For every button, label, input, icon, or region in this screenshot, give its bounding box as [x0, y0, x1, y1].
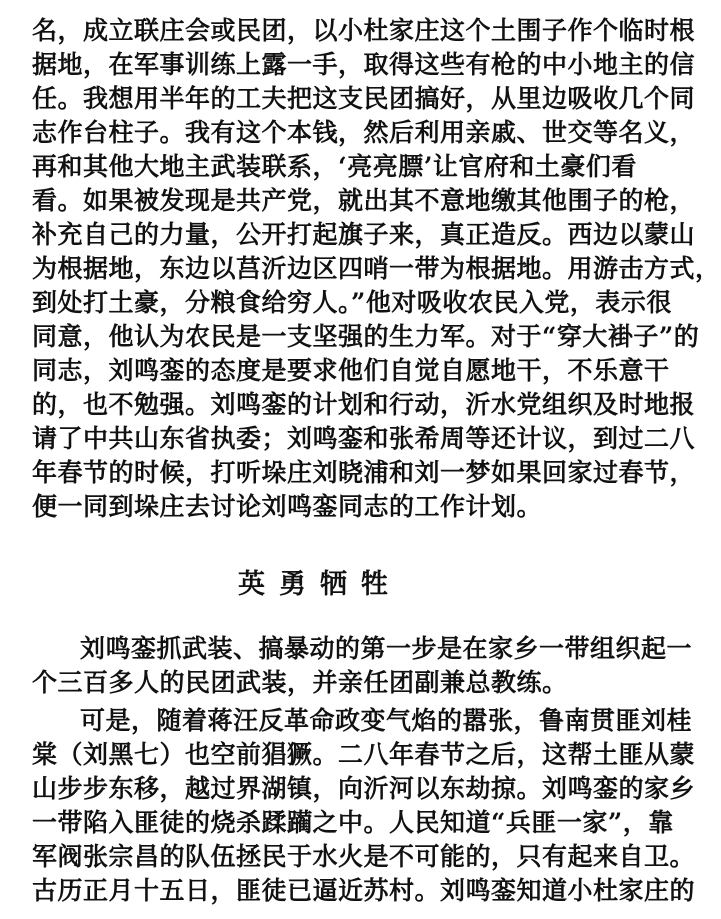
section-title: 英勇牺牲 — [238, 569, 402, 600]
text-line: 任。我想用半年的工夫把这支民团搞好，从里边吸收几个同 — [32, 84, 696, 113]
text-line: 同意，他认为农民是一支坚强的生力军。对于“穿大褂子”的 — [32, 322, 700, 351]
text-line: 请了中共山东省执委；刘鸣銮和张希周等还计议，到过二八 — [32, 424, 696, 453]
text-line: 据地，在军事训练上露一手，取得这些有枪的中小地主的信 — [32, 50, 696, 79]
text-line: 刘鸣銮抓武装、搞暴动的第一步是在家乡一带组织起一 — [80, 634, 693, 663]
text-line: 年春节的时候，打听垛庄刘晓浦和刘一梦如果回家过春节， — [32, 458, 696, 487]
text-line: 可是，随着蒋汪反革命政变气焰的嚣张，鲁南贯匪刘桂 — [80, 706, 693, 735]
text-line: 到处打土豪，分粮食给穷人。”他对吸收农民入党，表示很 — [32, 288, 672, 317]
text-line: 一带陷入匪徒的烧杀蹂躏之中。人民知道“兵匪一家”，靠 — [32, 808, 674, 837]
text-line: 个三百多人的民团武装，并亲任团副兼总教练。 — [32, 668, 568, 697]
text-line: 同志，刘鸣銮的态度是要求他们自觉自愿地干，不乐意干 — [32, 356, 670, 385]
text-line: 便一同到垛庄去讨论刘鸣銮同志的工作计划。 — [32, 492, 543, 521]
text-line: 补充自己的力量，公开打起旗子来，真正造反。西边以蒙山 — [32, 220, 696, 249]
text-line: 山步步东移，越过界湖镇，向沂河以东劫掠。刘鸣銮的家乡 — [32, 774, 696, 803]
text-line: 再和其他大地主武装联系，‘亮亮膘’让官府和土豪们看 — [32, 152, 637, 181]
text-line: 棠（刘黑七）也空前猖獗。二八年春节之后，这帮土匪从蒙 — [32, 740, 696, 769]
text-line: 的，也不勉强。刘鸣銮的计划和行动，沂水党组织及时地报 — [32, 390, 696, 419]
text-line: 为根据地，东边以莒沂边区四哨一带为根据地。用游击方式， — [32, 254, 721, 283]
text-line: 名，成立联庄会或民团，以小杜家庄这个土围子作个临时根 — [32, 16, 696, 45]
text-line: 看。如果被发现是共产党，就出其不意地缴其他围子的枪， — [32, 186, 696, 215]
text-line: 古历正月十五日，匪徒已逼近苏村。刘鸣銮知道小杜家庄的 — [32, 876, 696, 905]
text-line: 志作台柱子。我有这个本钱，然后利用亲戚、世交等名义， — [32, 118, 696, 147]
text-line: 军阀张宗昌的队伍拯民于水火是不可能的，只有起来自卫。 — [32, 842, 696, 871]
